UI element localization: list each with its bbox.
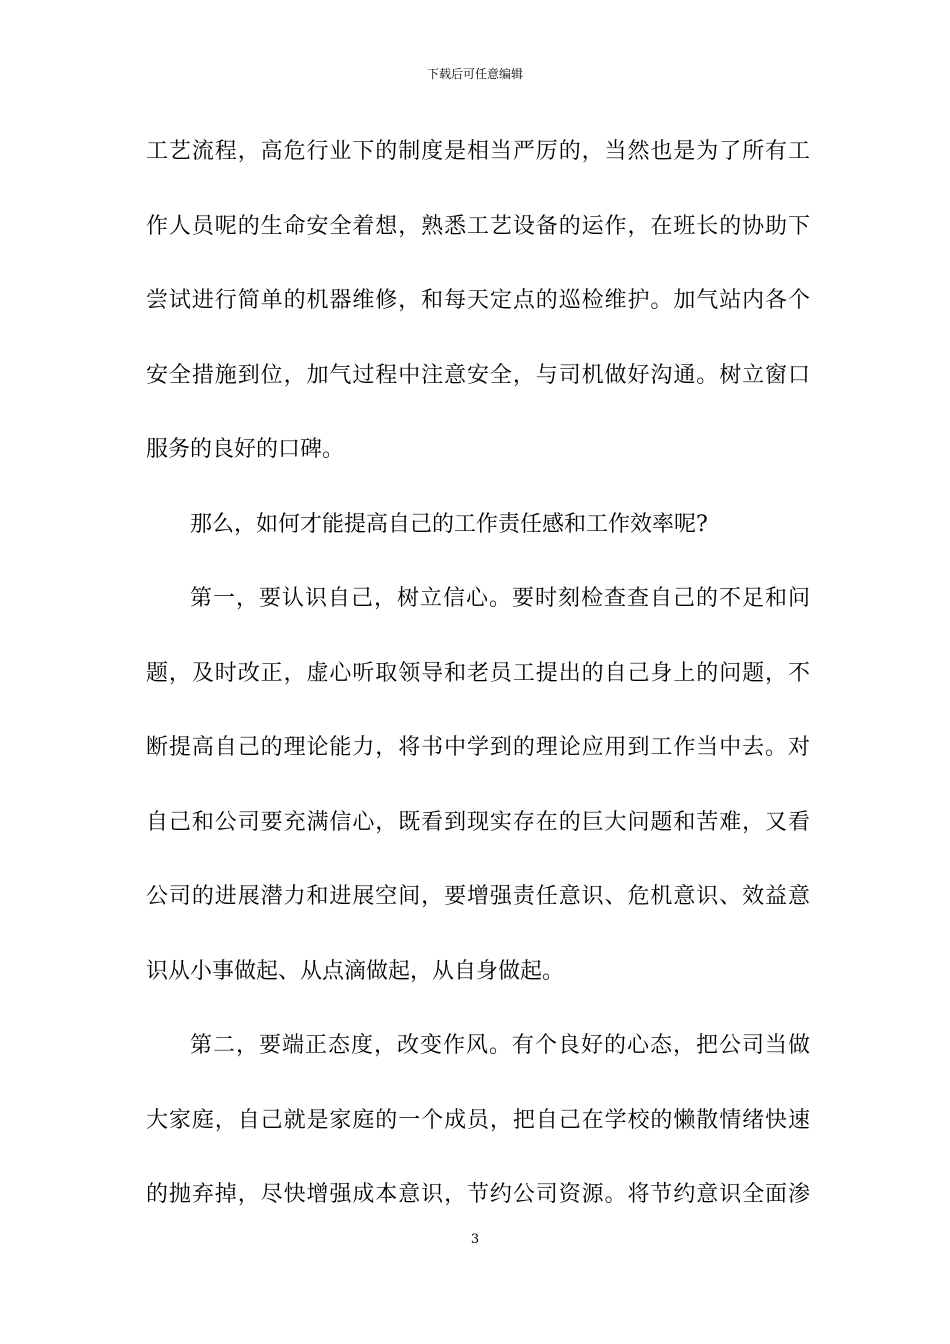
text-line: 服务的良好的口碑。 [146,437,345,462]
text-line: 的抛弃掉，尽快增强成本意识，节约公司资源。将节约意识全面渗 [146,1182,810,1207]
text-line: 题，及时改正，虚心听取领导和老员工提出的自己身上的问题，不 [146,660,810,686]
text-line: 断提高自己的理论能力，将书中学到的理论应用到工作当中去。对 [146,735,810,760]
text-line: 作人员呢的生命安全着想，熟悉工艺设备的运作，在班长的协助下 [146,213,810,239]
text-line: 工艺流程，高危行业下的制度是相当严厉的，当然也是为了所有工 [146,139,810,164]
document-body [146,126,810,1244]
text-line: 那么，如何才能提高自己的工作责任感和工作效率呢? [190,511,708,537]
text-line: 第二，要端正态度，改变作风。有个良好的心态，把公司当做 [190,1033,810,1058]
text-line: 大家庭，自己就是家庭的一个成员，把自己在学校的懒散情绪快速 [146,1107,810,1133]
text-line: 尝试进行简单的机器维修，和每天定点的巡检维护。加气站内各个 [146,288,810,313]
text-line: 第一，要认识自己，树立信心。要时刻检查查自己的不足和问 [190,586,810,611]
page-number: 3 [470,1232,480,1247]
text-line: 自己和公司要充满信心，既看到现实存在的巨大问题和苦难，又看 [146,809,810,835]
text-line: 识从小事做起、从点滴做起，从自身做起。 [146,958,565,984]
text-line: 公司的进展潜力和进展空间，要增强责任意识、危机意识、效益意 [146,884,810,909]
page-header: 下载后可任意编辑 [426,67,523,81]
text-line: 安全措施到位，加气过程中注意安全，与司机做好沟通。树立窗口 [146,362,810,388]
